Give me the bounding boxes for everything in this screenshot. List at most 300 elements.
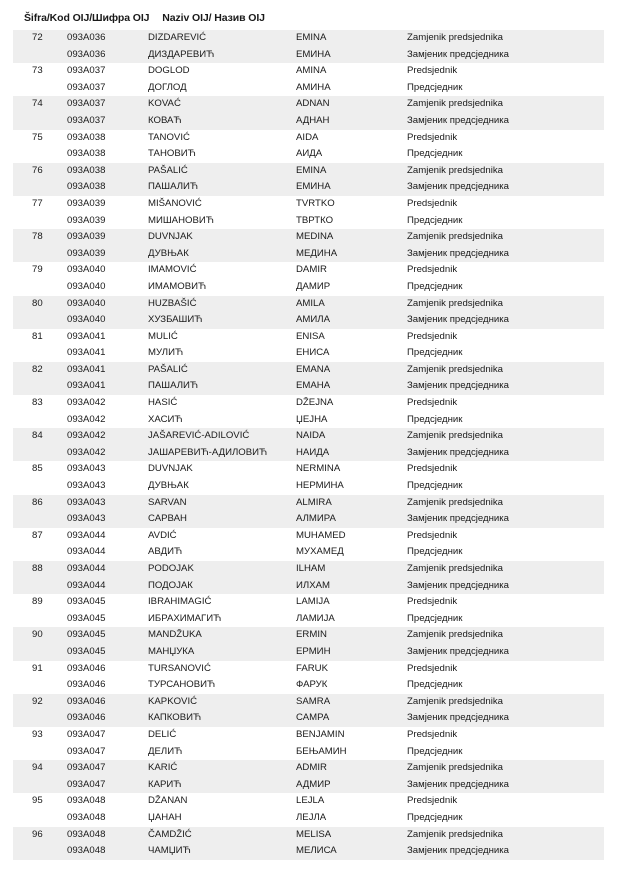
last-name-cell: SARVAN [148, 496, 187, 508]
first-name-cell: NAIDA [296, 430, 326, 442]
last-name-cell: ПОДОЈАК [148, 579, 193, 591]
role-cell: Предсједник [407, 280, 463, 292]
code-cell: 093A043 [67, 480, 106, 492]
last-name-cell: ДУВЊАК [148, 480, 189, 492]
latin-line [13, 130, 604, 147]
cyrillic-line [13, 213, 604, 230]
table-row [13, 594, 604, 627]
row-number: 83 [32, 397, 43, 409]
first-name-cell: ЏЕЈНА [296, 413, 328, 425]
last-name-cell: МУЛИЋ [148, 347, 184, 359]
role-cell: Zamjenik predsjednika [407, 231, 503, 243]
last-name-cell: PAŠALIĆ [148, 363, 188, 375]
cyrillic-line [13, 312, 604, 329]
first-name-cell: FARUK [296, 662, 328, 674]
row-number: 85 [32, 463, 43, 475]
code-cell: 093A044 [67, 579, 106, 591]
role-cell: Zamjenik predsjednika [407, 430, 503, 442]
table-row [13, 96, 604, 129]
first-name-cell: ADNAN [296, 98, 330, 110]
table-row [13, 163, 604, 196]
last-name-cell: ПАШАЛИЋ [148, 380, 199, 392]
code-cell: 093A037 [67, 114, 106, 126]
role-cell: Предсједник [407, 81, 463, 93]
first-name-cell: ЕМАНА [296, 380, 331, 392]
code-cell: 093A043 [67, 463, 106, 475]
role-cell: Замјеник предсједника [407, 778, 510, 790]
latin-line [13, 528, 604, 545]
first-name-cell: ДАМИР [296, 280, 331, 292]
code-cell: 093A048 [67, 811, 106, 823]
first-name-cell: MEDINA [296, 231, 334, 243]
last-name-cell: DUVNJAK [148, 231, 193, 243]
last-name-cell: ЈАШАРЕВИЋ-АДИЛОВИЋ [148, 446, 268, 458]
role-cell: Zamjenik predsjednika [407, 563, 503, 574]
role-cell: Zamjenik predsjednika [407, 363, 503, 375]
row-number: 79 [32, 264, 43, 276]
row-number: 91 [32, 662, 43, 674]
first-name-cell: ENISA [296, 330, 325, 342]
latin-line [13, 262, 604, 279]
code-cell: 093A041 [67, 347, 106, 359]
latin-line [13, 827, 604, 844]
row-number: 95 [32, 795, 43, 807]
code-cell: 093A039 [67, 231, 106, 243]
table-row [13, 727, 604, 760]
role-cell: Замјеник предсједника [407, 314, 510, 326]
table-row [13, 262, 604, 295]
role-cell: Predsjednik [407, 596, 458, 608]
role-cell: Предсједник [407, 811, 463, 823]
role-cell: Predsjednik [407, 529, 458, 541]
role-cell: Zamjenik predsjednika [407, 695, 503, 707]
role-cell: Замјеник предсједника [407, 380, 510, 392]
role-cell: Zamjenik predsjednika [407, 762, 503, 774]
code-cell: 093A047 [67, 745, 106, 757]
first-name-cell: ЛЕЈЛА [296, 811, 327, 823]
table-row [13, 661, 604, 694]
role-cell: Predsjednik [407, 795, 458, 807]
last-name-cell: ДУВЊАК [148, 247, 189, 259]
last-name-cell: DUVNJAK [148, 463, 193, 475]
table-row [13, 30, 604, 63]
role-cell: Предсједник [407, 679, 463, 691]
cyrillic-line [13, 345, 604, 362]
row-number: 81 [32, 330, 43, 342]
code-column-header: Šifra/Kod OIJ/Шифра OIJ [24, 12, 150, 24]
last-name-cell: АВДИЋ [148, 546, 183, 558]
first-name-cell: МЕЛИСА [296, 845, 337, 857]
table-row [13, 528, 604, 561]
last-name-cell: PODOJAK [148, 563, 194, 574]
first-name-cell: ЛАМИЈА [296, 612, 335, 624]
cyrillic-line [13, 246, 604, 263]
latin-line [13, 196, 604, 213]
role-cell: Zamjenik predsjednika [407, 496, 503, 508]
first-name-cell: BENJAMIN [296, 728, 345, 740]
role-cell: Замјеник предсједника [407, 247, 510, 259]
last-name-cell: КОВАЋ [148, 114, 182, 126]
latin-line [13, 63, 604, 80]
role-cell: Предсједник [407, 480, 463, 492]
role-cell: Предсједник [407, 612, 463, 624]
last-name-cell: ЧАМЏИЋ [148, 845, 191, 857]
last-name-cell: AVDIĆ [148, 529, 177, 541]
first-name-cell: SAMRA [296, 695, 331, 707]
role-cell: Predsjednik [407, 131, 458, 143]
code-cell: 093A038 [67, 181, 106, 193]
role-cell: Predsjednik [407, 662, 458, 674]
role-cell: Zamjenik predsjednika [407, 98, 503, 110]
last-name-cell: МИШАНОВИЋ [148, 214, 214, 226]
first-name-cell: ILHAM [296, 563, 326, 574]
table-row [13, 627, 604, 660]
cyrillic-line [13, 810, 604, 827]
role-cell: Замјеник предсједника [407, 48, 510, 60]
first-name-cell: САМРА [296, 712, 330, 724]
table-row [13, 196, 604, 229]
last-name-cell: ХАСИЋ [148, 413, 183, 425]
latin-line [13, 163, 604, 180]
row-number: 77 [32, 197, 43, 209]
latin-line [13, 561, 604, 578]
row-number: 80 [32, 297, 43, 309]
latin-line [13, 229, 604, 246]
code-cell: 093A046 [67, 712, 106, 724]
code-cell: 093A045 [67, 596, 106, 608]
cyrillic-line [13, 611, 604, 628]
first-name-cell: ЕМИНА [296, 181, 331, 193]
code-cell: 093A041 [67, 330, 106, 342]
last-name-cell: DIZDAREVIĆ [148, 32, 207, 43]
last-name-cell: ЏАНАН [148, 811, 182, 823]
code-cell: 093A042 [67, 413, 106, 425]
row-number: 96 [32, 828, 43, 840]
role-cell: Zamjenik predsjednika [407, 629, 503, 641]
cyrillic-line [13, 412, 604, 429]
last-name-cell: MIŠANOVIĆ [148, 197, 202, 209]
latin-line [13, 495, 604, 512]
cyrillic-line [13, 544, 604, 561]
first-name-cell: MUHAMED [296, 529, 346, 541]
code-cell: 093A044 [67, 563, 106, 574]
first-name-cell: ADMIR [296, 762, 327, 774]
members-table [13, 30, 604, 860]
latin-line [13, 30, 604, 47]
code-cell: 093A036 [67, 48, 106, 60]
code-cell: 093A045 [67, 612, 106, 624]
row-number: 74 [32, 98, 43, 110]
cyrillic-line [13, 644, 604, 661]
code-cell: 093A046 [67, 679, 106, 691]
code-cell: 093A037 [67, 81, 106, 93]
last-name-cell: IMAMOVIĆ [148, 264, 197, 276]
first-name-cell: LAMIJA [296, 596, 330, 608]
role-cell: Предсједник [407, 148, 463, 160]
role-cell: Zamjenik predsjednika [407, 297, 503, 309]
first-name-cell: МЕДИНА [296, 247, 338, 259]
latin-line [13, 428, 604, 445]
row-number: 88 [32, 563, 43, 574]
cyrillic-line [13, 279, 604, 296]
last-name-cell: DELIĆ [148, 728, 177, 740]
role-cell: Predsjednik [407, 264, 458, 276]
role-cell: Predsjednik [407, 330, 458, 342]
code-cell: 093A041 [67, 363, 106, 375]
cyrillic-line [13, 478, 604, 495]
table-row [13, 229, 604, 262]
code-cell: 093A038 [67, 148, 106, 160]
cyrillic-line [13, 80, 604, 97]
cyrillic-line [13, 179, 604, 196]
code-cell: 093A045 [67, 629, 106, 641]
first-name-cell: АЛМИРА [296, 513, 336, 525]
table-row [13, 760, 604, 793]
role-cell: Предсједник [407, 214, 463, 226]
last-name-cell: ИМАМОВИЋ [148, 280, 207, 292]
role-cell: Zamjenik predsjednika [407, 32, 503, 43]
role-cell: Замјеник предсједника [407, 645, 510, 657]
cyrillic-line [13, 378, 604, 395]
last-name-cell: КАРИЋ [148, 778, 182, 790]
last-name-cell: JAŠAREVIĆ-ADILOVIĆ [148, 430, 250, 442]
code-cell: 093A037 [67, 65, 106, 77]
last-name-cell: ДИЗДАРЕВИЋ [148, 48, 215, 60]
role-cell: Predsjednik [407, 65, 458, 77]
role-cell: Замјеник предсједника [407, 513, 510, 525]
cyrillic-line [13, 744, 604, 761]
role-cell: Замјеник предсједника [407, 114, 510, 126]
latin-line [13, 296, 604, 313]
last-name-cell: САРВАН [148, 513, 187, 525]
code-cell: 093A036 [67, 32, 106, 43]
first-name-cell: ТВРТКО [296, 214, 334, 226]
code-cell: 093A044 [67, 529, 106, 541]
table-row [13, 694, 604, 727]
role-cell: Предсједник [407, 347, 463, 359]
first-name-cell: TVRTKO [296, 197, 335, 209]
first-name-cell: MELISA [296, 828, 332, 840]
cyrillic-line [13, 777, 604, 794]
role-cell: Предсједник [407, 546, 463, 558]
role-cell: Zamjenik predsjednika [407, 164, 503, 176]
row-number: 94 [32, 762, 43, 774]
first-name-cell: DAMIR [296, 264, 327, 276]
cyrillic-line [13, 578, 604, 595]
first-name-cell: АМИНА [296, 81, 331, 93]
role-cell: Предсједник [407, 413, 463, 425]
last-name-cell: ТУРСАНОВИЋ [148, 679, 216, 691]
first-name-cell: EMINA [296, 164, 327, 176]
table-row [13, 296, 604, 329]
latin-line [13, 727, 604, 744]
last-name-cell: HASIĆ [148, 397, 178, 409]
role-cell: Замјеник предсједника [407, 712, 510, 724]
first-name-cell: АМИЛА [296, 314, 330, 326]
code-cell: 093A042 [67, 446, 106, 458]
last-name-cell: TANOVIĆ [148, 131, 190, 143]
last-name-cell: ČAMDŽIĆ [148, 828, 192, 840]
role-cell: Predsjednik [407, 463, 458, 475]
role-cell: Predsjednik [407, 397, 458, 409]
code-cell: 093A040 [67, 297, 106, 309]
row-number: 78 [32, 231, 43, 243]
last-name-cell: ИБРАХИМАГИЋ [148, 612, 222, 624]
first-name-cell: ЕМИНА [296, 48, 331, 60]
role-cell: Замјеник предсједника [407, 845, 510, 857]
code-cell: 093A047 [67, 778, 106, 790]
first-name-cell: АДМИР [296, 778, 331, 790]
latin-line [13, 760, 604, 777]
table-header [24, 12, 275, 28]
code-cell: 093A047 [67, 728, 106, 740]
row-number: 90 [32, 629, 43, 641]
code-cell: 093A039 [67, 214, 106, 226]
table-row [13, 793, 604, 826]
last-name-cell: KOVAĆ [148, 98, 181, 110]
table-row [13, 362, 604, 395]
first-name-cell: ЕРМИН [296, 645, 331, 657]
role-cell: Predsjednik [407, 197, 458, 209]
row-number: 84 [32, 430, 43, 442]
first-name-cell: АДНАН [296, 114, 330, 126]
table-row [13, 561, 604, 594]
table-row [13, 461, 604, 494]
last-name-cell: KAPKOVIĆ [148, 695, 198, 707]
first-name-cell: EMINA [296, 32, 327, 43]
first-name-cell: ERMIN [296, 629, 327, 641]
table-row [13, 329, 604, 362]
row-number: 87 [32, 529, 43, 541]
first-name-cell: МУХАМЕД [296, 546, 344, 558]
row-number: 76 [32, 164, 43, 176]
last-name-cell: IBRAHIMAGIĆ [148, 596, 212, 608]
code-cell: 093A038 [67, 164, 106, 176]
table-row [13, 428, 604, 461]
code-cell: 093A039 [67, 197, 106, 209]
code-cell: 093A048 [67, 828, 106, 840]
code-cell: 093A043 [67, 513, 106, 525]
latin-line [13, 461, 604, 478]
first-name-cell: EMANA [296, 363, 331, 375]
role-cell: Zamjenik predsjednika [407, 828, 503, 840]
latin-line [13, 661, 604, 678]
table-row [13, 63, 604, 96]
first-name-cell: NERMINA [296, 463, 341, 475]
last-name-cell: МАНЏУКА [148, 645, 195, 657]
row-number: 86 [32, 496, 43, 508]
row-number: 73 [32, 65, 43, 77]
row-number: 72 [32, 32, 43, 43]
code-cell: 093A038 [67, 131, 106, 143]
code-cell: 093A047 [67, 762, 106, 774]
latin-line [13, 694, 604, 711]
last-name-cell: MANDŽUKA [148, 629, 202, 641]
row-number: 75 [32, 131, 43, 143]
latin-line [13, 627, 604, 644]
code-cell: 093A046 [67, 662, 106, 674]
first-name-cell: AMILA [296, 297, 325, 309]
cyrillic-line [13, 843, 604, 860]
role-cell: Замјеник предсједника [407, 446, 510, 458]
last-name-cell: КАПКОВИЋ [148, 712, 202, 724]
row-number: 82 [32, 363, 43, 375]
code-cell: 093A043 [67, 496, 106, 508]
first-name-cell: AMINA [296, 65, 327, 77]
code-cell: 093A042 [67, 430, 106, 442]
code-cell: 093A046 [67, 695, 106, 707]
latin-line [13, 96, 604, 113]
role-cell: Предсједник [407, 745, 463, 757]
latin-line [13, 329, 604, 346]
code-cell: 093A045 [67, 645, 106, 657]
code-cell: 093A041 [67, 380, 106, 392]
cyrillic-line [13, 445, 604, 462]
first-name-cell: ФАРУК [296, 679, 328, 691]
code-cell: 093A040 [67, 264, 106, 276]
first-name-cell: AIDA [296, 131, 319, 143]
code-cell: 093A044 [67, 546, 106, 558]
first-name-cell: НАИДА [296, 446, 330, 458]
cyrillic-line [13, 710, 604, 727]
first-name-cell: ЕНИСА [296, 347, 330, 359]
last-name-cell: KARIĆ [148, 762, 178, 774]
table-row [13, 495, 604, 528]
role-cell: Замјеник предсједника [407, 579, 510, 591]
cyrillic-line [13, 511, 604, 528]
first-name-cell: ALMIRA [296, 496, 332, 508]
code-cell: 093A037 [67, 98, 106, 110]
table-row [13, 130, 604, 163]
last-name-cell: DOGLOD [148, 65, 190, 77]
code-cell: 093A048 [67, 795, 106, 807]
code-cell: 093A039 [67, 247, 106, 259]
last-name-cell: ДЕЛИЋ [148, 745, 183, 757]
code-cell: 093A048 [67, 845, 106, 857]
cyrillic-line [13, 113, 604, 130]
row-number: 89 [32, 596, 43, 608]
row-number: 93 [32, 728, 43, 740]
code-cell: 093A040 [67, 314, 106, 326]
name-column-header: Naziv OIJ/ Назив OIJ [162, 12, 265, 24]
last-name-cell: TURSANOVIĆ [148, 662, 211, 674]
last-name-cell: HUZBAŠIĆ [148, 297, 197, 309]
first-name-cell: DŽEJNA [296, 397, 334, 409]
last-name-cell: DŽANAN [148, 795, 188, 807]
latin-line [13, 793, 604, 810]
last-name-cell: ДОГЛОД [148, 81, 187, 93]
latin-line [13, 594, 604, 611]
cyrillic-line [13, 677, 604, 694]
last-name-cell: ТАНОВИЋ [148, 148, 196, 160]
first-name-cell: ИЛХАМ [296, 579, 330, 591]
cyrillic-line [13, 47, 604, 64]
last-name-cell: MULIĆ [148, 330, 178, 342]
role-cell: Замјеник предсједника [407, 181, 510, 193]
last-name-cell: ПАШАЛИЋ [148, 181, 199, 193]
last-name-cell: PAŠALIĆ [148, 164, 188, 176]
cyrillic-line [13, 146, 604, 163]
table-row [13, 395, 604, 428]
first-name-cell: НЕРМИНА [296, 480, 344, 492]
first-name-cell: БЕЊАМИН [296, 745, 347, 757]
first-name-cell: LEJLA [296, 795, 325, 807]
table-row [13, 827, 604, 860]
last-name-cell: ХУЗБАШИЋ [148, 314, 203, 326]
first-name-cell: АИДА [296, 148, 323, 160]
code-cell: 093A042 [67, 397, 106, 409]
latin-line [13, 395, 604, 412]
